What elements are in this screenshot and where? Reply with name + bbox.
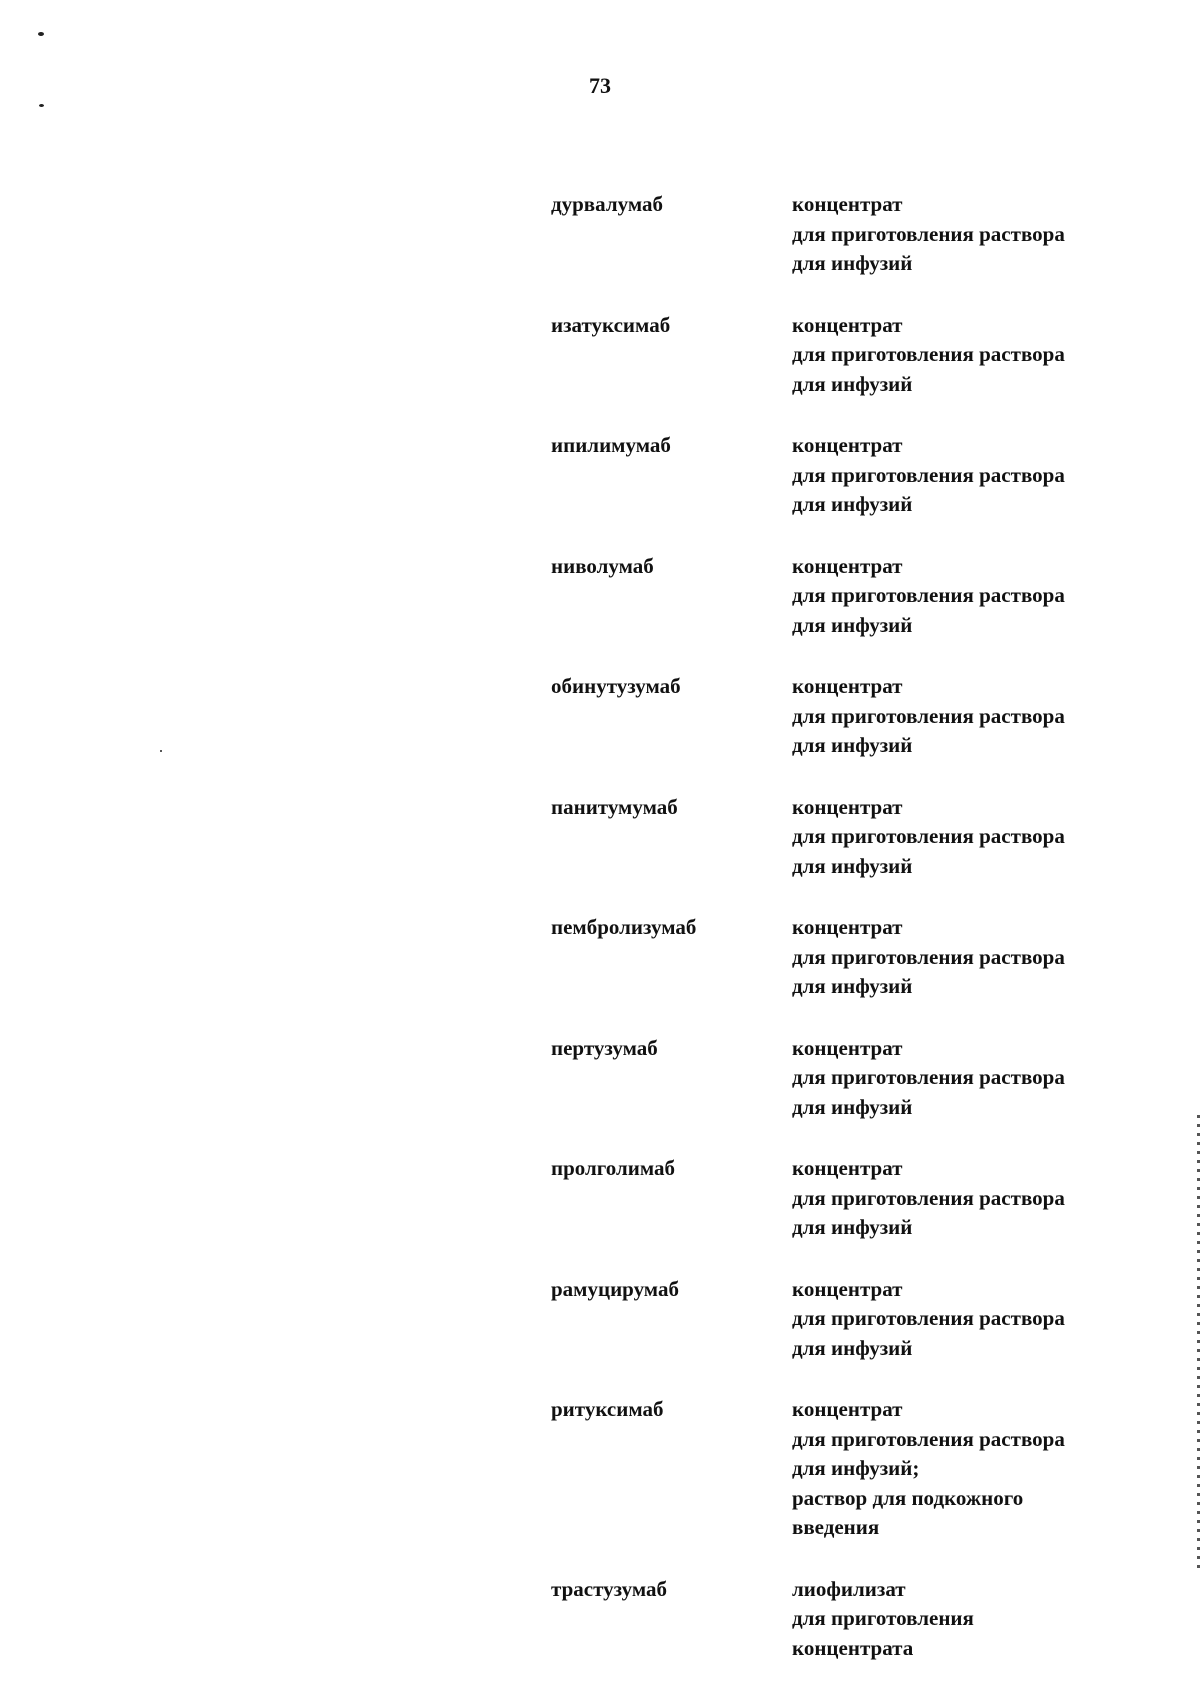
dosage-form-line: для инфузий [792,974,913,998]
dosage-form-line: концентрат [792,1397,903,1421]
drug-entry [551,1034,1161,1123]
drug-entry [551,1575,1161,1664]
scan-speck [160,750,162,752]
drug-entry [551,431,1161,520]
dosage-form-line: концентрата [792,1635,914,1660]
dosage-form-line: для инфузий [792,733,913,757]
dosage-form-line: концентрат [792,1035,903,1060]
drug-entry [551,190,1161,279]
drug-list [551,190,1161,1695]
dosage-form-line: для инфузий [792,612,913,637]
dosage-form-line: концентрат [792,1276,903,1301]
dosage-form-line: для приготовления раствора [792,944,1065,969]
dosage-form-line: для приготовления раствора [792,342,1065,366]
scan-speck [38,32,44,36]
dosage-form-line: для инфузий [792,853,913,878]
dosage-form-line: концентрат [792,915,903,939]
drug-name: трастузумаб [551,1576,667,1601]
dosage-form-line: для приготовления раствора [792,462,1065,487]
drug-name: рамуцирумаб [551,1276,679,1301]
dosage-form [792,1034,1161,1123]
dosage-form [792,1575,1161,1664]
drug-name: пролголимаб [551,1156,676,1180]
dosage-form-line: для инфузий [792,492,913,516]
drug-entry [551,913,1161,1002]
dosage-form-line: для приготовления раствора [792,824,1065,848]
dosage-form-line: концентрат [792,1156,903,1180]
drug-entry [551,311,1161,400]
drug-name: дурвалумаб [551,192,663,216]
scan-speck [39,104,44,107]
dosage-form [792,1395,1161,1543]
dosage-form-line: для приготовления раствора [792,1426,1065,1451]
dosage-form [792,431,1161,520]
dosage-form-line: концентрат [792,674,903,698]
dosage-form-line: для инфузий [792,371,913,396]
dosage-form-line: для инфузий [792,1094,913,1119]
drug-entry [551,552,1161,641]
drug-entry [551,1275,1161,1364]
page-number: 73 [589,73,611,98]
dosage-form [792,311,1161,400]
dosage-form-line: для приготовления раствора [792,1185,1065,1210]
drug-name: ипилимумаб [551,433,671,457]
dosage-form-line: концентрат [792,312,903,337]
dosage-form-line: для приготовления раствора [792,1065,1065,1089]
drug-name: обинутузумаб [551,674,681,698]
drug-name: пембролизумаб [551,915,697,939]
dosage-form-line: раствор для подкожного [792,1485,1024,1510]
dosage-form [792,672,1161,761]
drug-name: ритуксимаб [551,1397,664,1421]
dosage-form [792,1275,1161,1364]
dosage-form-line: для инфузий; [792,1456,920,1480]
dosage-form [792,190,1161,279]
dosage-form-line: концентрат [792,553,903,578]
dosage-form-line: для приготовления раствора [792,221,1065,246]
dosage-form [792,1154,1161,1243]
dosage-form-line: для инфузий [792,1335,913,1360]
dosage-form-line: для приготовления [792,1606,974,1630]
dosage-form-line: для приготовления раствора [792,1306,1065,1330]
dosage-form-line: введения [792,1515,880,1539]
dosage-form-line: концентрат [792,794,903,819]
dosage-form [792,552,1161,641]
drug-name: пертузумаб [551,1035,658,1060]
drug-name: ниволумаб [551,553,654,578]
dosage-form-line: для приготовления раствора [792,703,1065,728]
dosage-form-line: концентрат [792,192,903,216]
dosage-form [792,793,1161,882]
dosage-form-line: для инфузий [792,1215,913,1239]
drug-name: панитумумаб [551,794,678,819]
drug-name: изатуксимаб [551,312,671,337]
drug-entry [551,1154,1161,1243]
dosage-form-line: лиофилизат [792,1576,906,1601]
dosage-form-line: для инфузий [792,251,913,275]
drug-entry [551,793,1161,882]
drug-entry [551,1395,1161,1543]
dosage-form-line: для приготовления раствора [792,583,1065,607]
dosage-form [792,913,1161,1002]
dosage-form-line: концентрат [792,433,903,457]
drug-entry [551,672,1161,761]
